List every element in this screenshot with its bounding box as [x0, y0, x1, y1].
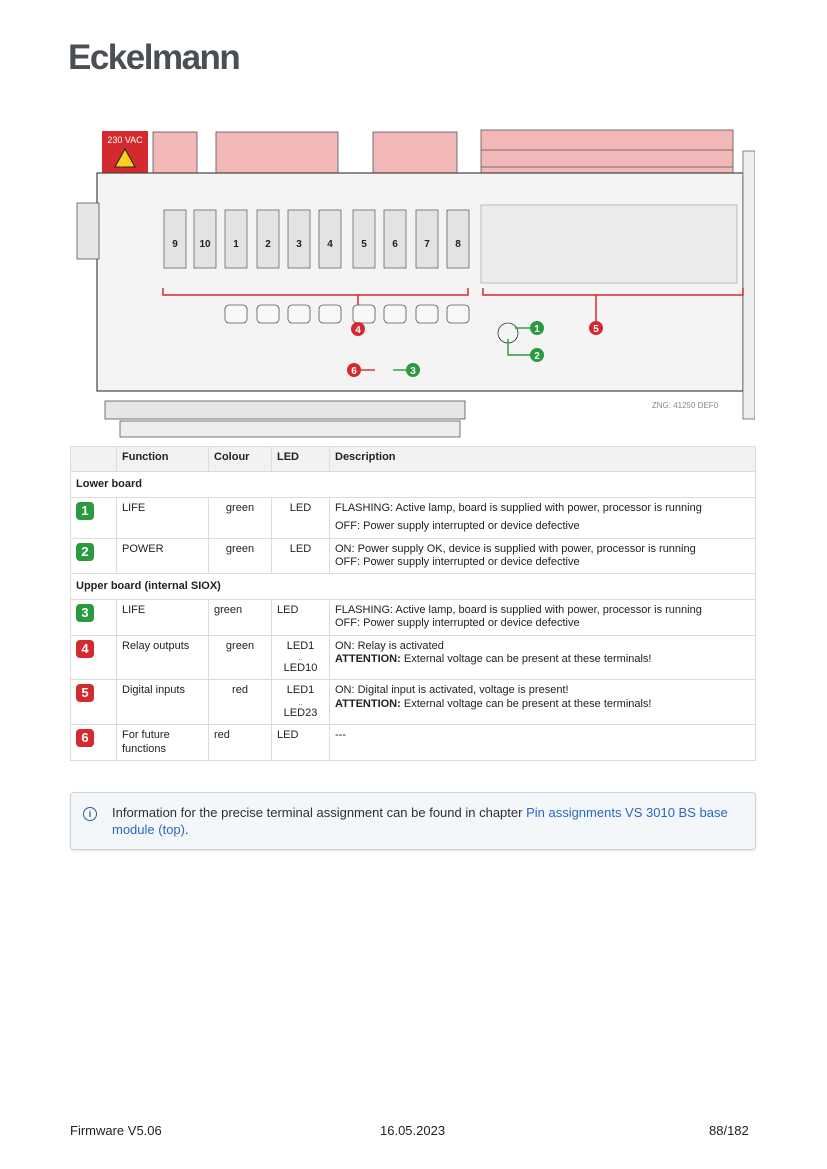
function-cell: Digital inputs	[117, 680, 209, 725]
header-cell: Description	[330, 447, 756, 472]
callout-badge-4: 4	[76, 640, 94, 658]
bottom-terminal-strip	[105, 401, 465, 419]
colour-cell: green	[209, 635, 272, 680]
svg-text:2: 2	[534, 351, 540, 362]
table-row	[71, 635, 756, 680]
callout-badge-1: 1	[76, 502, 94, 520]
section-upper-board: Upper board (internal SIOX)	[71, 573, 756, 599]
table-row	[71, 725, 756, 760]
relay-number: 5	[361, 239, 367, 250]
description-cell: ON: Digital input is activated, voltage is present! ATTENTION: External voltage can be present at these terminals!	[330, 680, 756, 725]
led-cell: LED	[272, 498, 330, 538]
colour-cell: green	[209, 600, 272, 635]
svg-text:5: 5	[593, 324, 599, 335]
drawing-code: ZNG: 41250 DEF0	[651, 401, 719, 410]
relay-number: 10	[199, 239, 211, 250]
digital-input-area	[481, 205, 737, 283]
colour-cell: red	[209, 725, 272, 760]
relay-number: 4	[327, 239, 333, 250]
footer-date: 16.05.2023	[380, 1123, 446, 1138]
table-row	[71, 600, 756, 635]
high-voltage-warning	[102, 131, 148, 173]
svg-text:3: 3	[410, 366, 416, 377]
colour-cell: red	[209, 680, 272, 725]
function-cell: Relay outputs	[117, 635, 209, 680]
led-cell: LED	[272, 725, 330, 760]
header-cell: LED	[272, 447, 330, 472]
relay-number: 7	[424, 239, 430, 250]
header-cell: Function	[117, 447, 209, 472]
section-lower-board: Lower board	[71, 472, 756, 498]
function-cell: LIFE	[117, 600, 209, 635]
led-cell: LED1 .. LED10	[272, 635, 330, 680]
table-header-row	[71, 447, 756, 472]
function-cell: For future functions	[117, 725, 209, 760]
led-table	[70, 446, 756, 761]
svg-text:6: 6	[351, 366, 357, 377]
relay-number: 9	[172, 239, 178, 250]
table-row	[71, 538, 756, 573]
description-cell: ON: Relay is activated ATTENTION: External voltage can be present at these terminals!	[330, 635, 756, 680]
svg-text:4: 4	[355, 325, 361, 336]
footer-firmware: Firmware V5.06	[70, 1123, 162, 1138]
relay-number: 1	[233, 239, 239, 250]
table-row	[71, 680, 756, 725]
description-cell: FLASHING: Active lamp, board is supplied with power, processor is running OFF: Power supply interrupted or device defective	[330, 600, 756, 635]
info-note-text: Information for the precise terminal assignment can be found in chapter Pin assignments VS 3010 BS base module (top).	[112, 805, 728, 837]
relay-number: 6	[392, 239, 398, 250]
board-illustration	[75, 125, 755, 440]
function-cell: LIFE	[117, 498, 209, 538]
callout-badge-5: 5	[76, 684, 94, 702]
led-cell: LED	[272, 600, 330, 635]
description-cell: ---	[330, 725, 756, 760]
svg-text:1: 1	[534, 324, 540, 335]
eckelmann-logo: Eckelmann	[68, 38, 240, 77]
footer-page-number: 88/182	[709, 1123, 749, 1138]
section-row	[71, 472, 756, 498]
led-cell: LED1 .. LED23	[272, 680, 330, 725]
side-terminal	[77, 203, 99, 259]
svg-text:⚡: ⚡	[118, 157, 132, 168]
section-row	[71, 573, 756, 599]
table-row	[71, 498, 756, 538]
info-note	[70, 792, 756, 850]
description-cell: ON: Power supply OK, device is supplied with power, processor is running OFF: Power supply interrupted or device defective	[330, 538, 756, 573]
colour-cell: green	[209, 538, 272, 573]
relay-number: 8	[455, 239, 461, 250]
info-icon: i	[83, 807, 97, 821]
callout-badge-2: 2	[76, 543, 94, 561]
function-cell: POWER	[117, 538, 209, 573]
description-cell: FLASHING: Active lamp, board is supplied with power, processor is running OFF: Power supply interrupted or device defective	[330, 498, 756, 538]
header-cell: Colour	[209, 447, 272, 472]
relay-number: 3	[296, 239, 302, 250]
led-cell: LED	[272, 538, 330, 573]
header-cell	[71, 447, 117, 472]
callout-badge-3: 3	[76, 604, 94, 622]
pin-assignments-link[interactable]: Pin assignments VS 3010 BS base module (top)	[112, 805, 728, 837]
voltage-label: 230 VAC	[107, 135, 143, 145]
callout-badge-6: 6	[76, 729, 94, 747]
colour-cell: green	[209, 498, 272, 538]
relay-number: 2	[265, 239, 271, 250]
